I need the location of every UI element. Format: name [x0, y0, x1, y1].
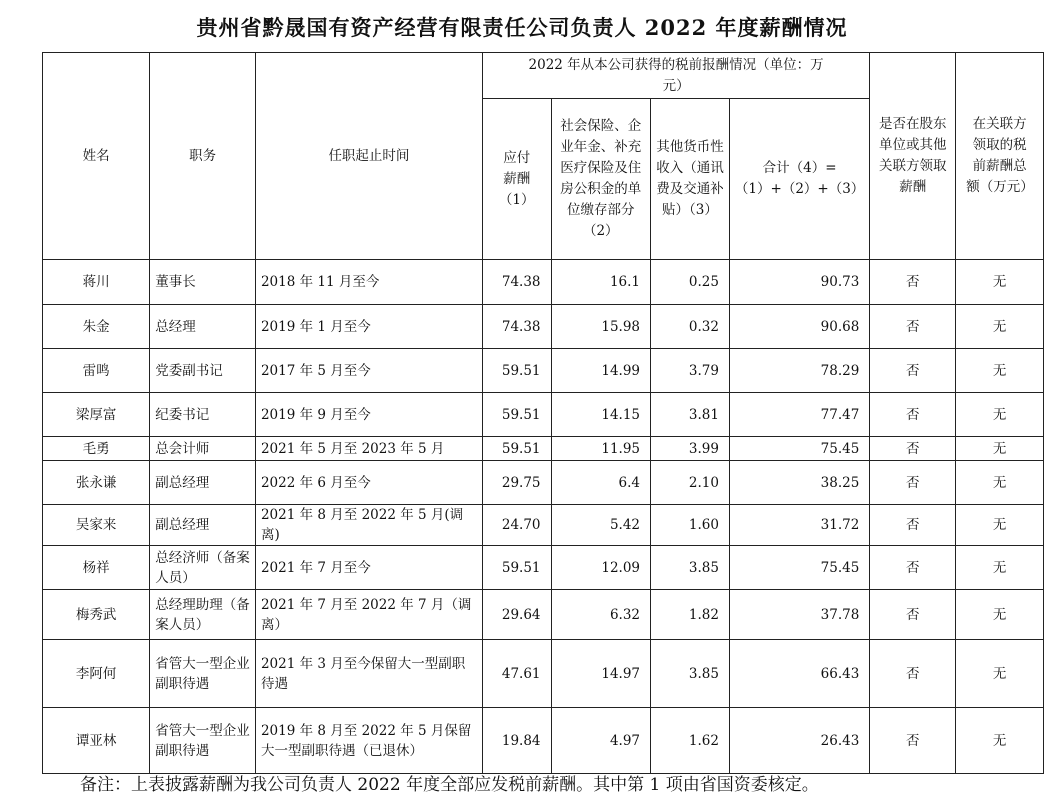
total-cell: 77.47	[729, 393, 869, 437]
other-income-cell: 3.99	[651, 437, 730, 461]
salary-cell: 24.70	[482, 505, 551, 546]
header-other-income: 其他货币性收入（通讯费及交通补贴）（3）	[651, 99, 730, 260]
related-pay-cell: 无	[956, 640, 1044, 708]
total-cell: 31.72	[729, 505, 869, 546]
total-cell: 90.73	[729, 260, 869, 305]
table-row	[43, 260, 1044, 305]
header-salary: 应付薪酬（1）	[482, 99, 551, 260]
related-pay-cell: 无	[956, 708, 1044, 774]
header-shareholder-pay: 是否在股东单位或其他关联方领取薪酬	[870, 53, 956, 260]
other-income-cell: 1.82	[651, 590, 730, 640]
social-insurance-cell: 14.15	[551, 393, 651, 437]
salary-cell: 29.75	[482, 461, 551, 505]
shareholder-pay-cell: 否	[870, 708, 956, 774]
header-social-insurance: 社会保险、企业年金、补充医疗保险及住房公积金的单位缴存部分（2）	[551, 99, 651, 260]
total-cell: 38.25	[729, 461, 869, 505]
term-cell: 2021 年 5 月至 2023 年 5 月	[255, 437, 482, 461]
table-row	[43, 461, 1044, 505]
shareholder-pay-cell: 否	[870, 393, 956, 437]
shareholder-pay-cell: 否	[870, 590, 956, 640]
total-cell: 37.78	[729, 590, 869, 640]
salary-cell: 59.51	[482, 546, 551, 590]
salary-cell: 19.84	[482, 708, 551, 774]
salary-cell: 59.51	[482, 393, 551, 437]
term-cell: 2018 年 11 月至今	[255, 260, 482, 305]
shareholder-pay-cell: 否	[870, 461, 956, 505]
related-pay-cell: 无	[956, 305, 1044, 349]
salary-table	[42, 52, 1044, 774]
other-income-cell: 1.60	[651, 505, 730, 546]
other-income-cell: 3.85	[651, 546, 730, 590]
social-insurance-cell: 6.32	[551, 590, 651, 640]
name-cell: 蒋川	[43, 260, 150, 305]
shareholder-pay-cell: 否	[870, 505, 956, 546]
term-cell: 2019 年 9 月至今	[255, 393, 482, 437]
term-cell: 2021 年 7 月至今	[255, 546, 482, 590]
name-cell: 梅秀武	[43, 590, 150, 640]
table-body	[43, 260, 1044, 774]
table-row	[43, 505, 1044, 546]
term-cell: 2019 年 1 月至今	[255, 305, 482, 349]
total-cell: 75.45	[729, 546, 869, 590]
social-insurance-cell: 4.97	[551, 708, 651, 774]
header-related-pay: 在关联方领取的税前薪酬总额（万元）	[956, 53, 1044, 260]
other-income-cell: 3.79	[651, 349, 730, 393]
related-pay-cell: 无	[956, 349, 1044, 393]
other-income-cell: 1.62	[651, 708, 730, 774]
header-name: 姓名	[43, 53, 150, 260]
social-insurance-cell: 15.98	[551, 305, 651, 349]
shareholder-pay-cell: 否	[870, 305, 956, 349]
social-insurance-cell: 5.42	[551, 505, 651, 546]
position-cell: 党委副书记	[150, 349, 256, 393]
salary-cell: 74.38	[482, 305, 551, 349]
position-cell: 总经理	[150, 305, 256, 349]
other-income-cell: 3.85	[651, 640, 730, 708]
name-cell: 李阿何	[43, 640, 150, 708]
name-cell: 朱金	[43, 305, 150, 349]
term-cell: 2017 年 5 月至今	[255, 349, 482, 393]
related-pay-cell: 无	[956, 393, 1044, 437]
term-cell: 2022 年 6 月至今	[255, 461, 482, 505]
shareholder-pay-cell: 否	[870, 437, 956, 461]
table-row	[43, 708, 1044, 774]
total-cell: 78.29	[729, 349, 869, 393]
salary-cell: 29.64	[482, 590, 551, 640]
other-income-cell: 3.81	[651, 393, 730, 437]
position-cell: 董事长	[150, 260, 256, 305]
term-cell: 2021 年 7 月至 2022 年 7 月（调离）	[255, 590, 482, 640]
salary-cell: 59.51	[482, 349, 551, 393]
name-cell: 张永谦	[43, 461, 150, 505]
related-pay-cell: 无	[956, 590, 1044, 640]
name-cell: 毛勇	[43, 437, 150, 461]
other-income-cell: 2.10	[651, 461, 730, 505]
table-row	[43, 437, 1044, 461]
social-insurance-cell: 14.99	[551, 349, 651, 393]
shareholder-pay-cell: 否	[870, 546, 956, 590]
name-cell: 杨祥	[43, 546, 150, 590]
table-row	[43, 305, 1044, 349]
related-pay-cell: 无	[956, 437, 1044, 461]
header-total: 合计（4）=（1）+（2）+（3）	[729, 99, 869, 260]
salary-cell: 47.61	[482, 640, 551, 708]
table-row	[43, 349, 1044, 393]
social-insurance-cell: 16.1	[551, 260, 651, 305]
salary-cell: 59.51	[482, 437, 551, 461]
related-pay-cell: 无	[956, 461, 1044, 505]
social-insurance-cell: 6.4	[551, 461, 651, 505]
social-insurance-cell: 14.97	[551, 640, 651, 708]
table-row	[43, 546, 1044, 590]
header-position: 职务	[150, 53, 256, 260]
social-insurance-cell: 12.09	[551, 546, 651, 590]
salary-cell: 74.38	[482, 260, 551, 305]
related-pay-cell: 无	[956, 260, 1044, 305]
term-cell: 2021 年 8 月至 2022 年 5 月(调离)	[255, 505, 482, 546]
term-cell: 2019 年 8 月至 2022 年 5 月保留大一型副职待遇（已退休）	[255, 708, 482, 774]
position-cell: 副总经理	[150, 505, 256, 546]
table-row	[43, 590, 1044, 640]
name-cell: 吴家来	[43, 505, 150, 546]
related-pay-cell: 无	[956, 505, 1044, 546]
term-cell: 2021 年 3 月至今保留大一型副职待遇	[255, 640, 482, 708]
page-title: 贵州省黔晟国有资产经营有限责任公司负责人 2022 年度薪酬情况	[196, 15, 848, 40]
other-income-cell: 0.32	[651, 305, 730, 349]
position-cell: 总会计师	[150, 437, 256, 461]
name-cell: 谭亚林	[43, 708, 150, 774]
position-cell: 总经济师（备案人员）	[150, 546, 256, 590]
header-term: 任职起止时间	[255, 53, 482, 260]
total-cell: 90.68	[729, 305, 869, 349]
table-row	[43, 640, 1044, 708]
other-income-cell: 0.25	[651, 260, 730, 305]
header-pay-group: 2022 年从本公司获得的税前报酬情况（单位：万元）	[482, 53, 869, 99]
name-cell: 雷鸣	[43, 349, 150, 393]
table-row	[43, 393, 1044, 437]
total-cell: 66.43	[729, 640, 869, 708]
related-pay-cell: 无	[956, 546, 1044, 590]
shareholder-pay-cell: 否	[870, 640, 956, 708]
shareholder-pay-cell: 否	[870, 349, 956, 393]
name-cell: 梁厚富	[43, 393, 150, 437]
position-cell: 纪委书记	[150, 393, 256, 437]
social-insurance-cell: 11.95	[551, 437, 651, 461]
total-cell: 75.45	[729, 437, 869, 461]
position-cell: 省管大一型企业副职待遇	[150, 708, 256, 774]
position-cell: 总经理助理（备案人员）	[150, 590, 256, 640]
position-cell: 副总经理	[150, 461, 256, 505]
footnote: 备注：上表披露薪酬为我公司负责人 2022 年度全部应发税前薪酬。其中第 1 项由省国资委核定。	[80, 775, 819, 795]
total-cell: 26.43	[729, 708, 869, 774]
shareholder-pay-cell: 否	[870, 260, 956, 305]
position-cell: 省管大一型企业副职待遇	[150, 640, 256, 708]
